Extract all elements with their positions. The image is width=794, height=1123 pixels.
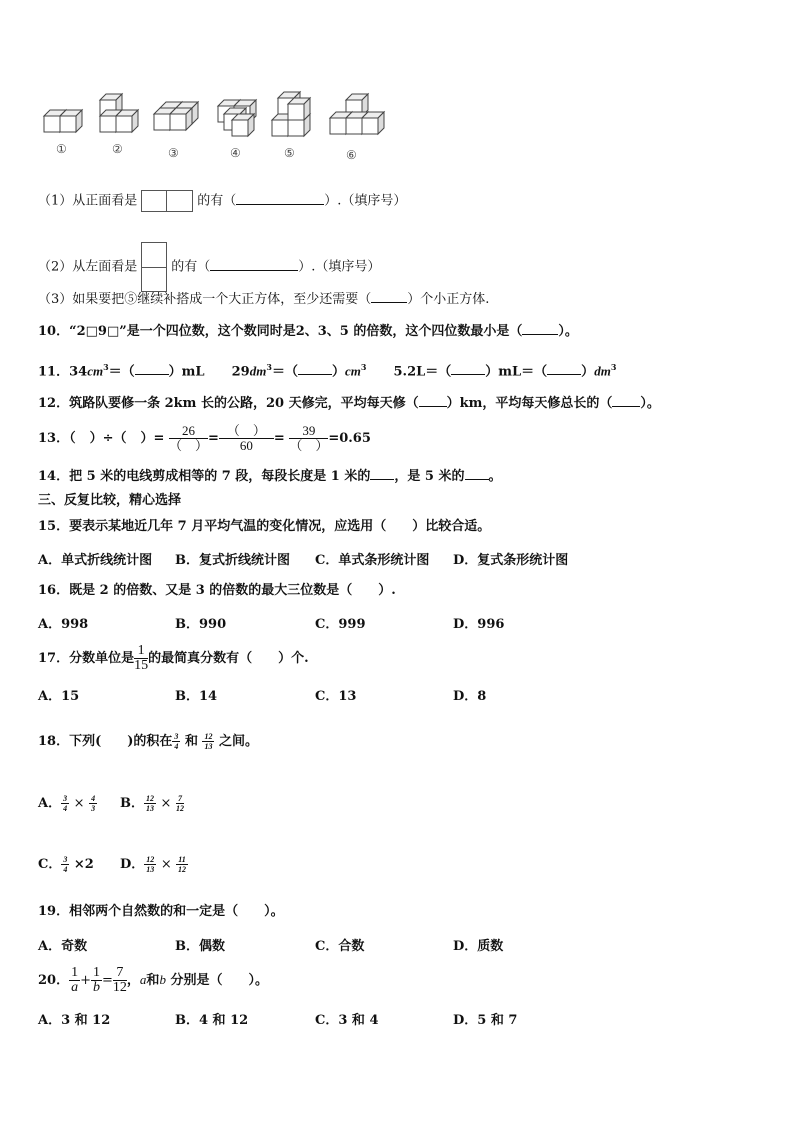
question-15: 15．要表示某地近几年 7 月平均气温的变化情况，应选用（ ）比较合适。 <box>38 519 491 534</box>
option-c[interactable]: C．合数 <box>315 939 365 954</box>
option-d[interactable]: D．质数 <box>453 939 504 954</box>
question-14: 14．把 5 米的电线剪成相等的 7 段，每段长度是 1 米的 ，是 5 米的 。 <box>38 469 502 484</box>
option-a[interactable]: A．奇数 <box>38 939 88 954</box>
left-view-shape <box>141 242 167 292</box>
front-view-shape <box>141 190 193 212</box>
option-a[interactable]: A．15 <box>38 689 80 704</box>
answer-blank[interactable] <box>547 362 581 375</box>
figure-label-5: ⑤ <box>284 146 295 160</box>
fraction: $\frac{1}{a}$ <box>71 965 79 995</box>
fraction: $\frac{( )}{60}$ <box>219 424 274 453</box>
fraction: $\frac{7}{12}$ <box>112 965 127 995</box>
option-d[interactable]: D．复式条形统计图 <box>453 553 569 568</box>
figure-2 <box>100 94 138 132</box>
figure-label-6: ⑥ <box>346 148 357 162</box>
option-d[interactable]: D．8 <box>453 689 487 704</box>
option-a[interactable]: A．3 和 12 <box>38 1013 111 1028</box>
fraction: $\frac{1}{15}$ <box>134 643 149 673</box>
figure-5 <box>272 92 310 136</box>
q9-part3: （3）如果要把⑤继续补搭成一个大正方体，至少还需要（ ）个小正方体. <box>38 292 490 307</box>
section-3-heading: 三、反复比较，精心选择 <box>38 493 182 508</box>
question-12: 12．筑路队要修一条 2km 长的公路，20 天修完，平均每天修（ ）km，平均每天修总长的（ ）。 <box>38 396 660 411</box>
answer-blank[interactable] <box>465 467 489 480</box>
question-18: 18．下列( )的积在 $\frac{3}{4}$ 和 $\frac{12}{13}$ 之间。 <box>38 732 259 751</box>
fraction: $\frac{12}{13}$ <box>146 794 154 813</box>
fraction: $\frac{26}{( )}$ <box>168 423 208 453</box>
option-c[interactable]: C．13 <box>315 689 357 704</box>
option-a[interactable]: A．单式折线统计图 <box>38 553 153 568</box>
option-b[interactable]: B．14 <box>175 689 218 704</box>
option-c[interactable]: C． $\frac{3}{4}$ ×2 <box>38 855 94 874</box>
answer-blank[interactable] <box>135 362 169 375</box>
option-c[interactable]: C．999 <box>315 617 366 632</box>
figure-label-4: ④ <box>230 146 241 160</box>
fraction: $\frac{3}{4}$ <box>174 732 179 751</box>
option-a[interactable]: A．998 <box>38 617 89 632</box>
answer-blank[interactable] <box>370 467 394 480</box>
answer-blank[interactable] <box>371 290 407 303</box>
figure-label-3: ③ <box>168 146 179 160</box>
fraction: $\frac{4}{3}$ <box>91 794 96 813</box>
figure-3 <box>154 102 198 130</box>
question-16: 16．既是 2 的倍数、又是 3 的倍数的最大三位数是（ ）. <box>38 583 396 598</box>
answer-blank[interactable] <box>522 322 558 335</box>
figure-4 <box>218 100 256 136</box>
fraction: $\frac{7}{12}$ <box>175 794 184 813</box>
fraction: $\frac{3}{4}$ <box>63 855 68 874</box>
option-b[interactable]: B．4 和 12 <box>175 1013 249 1028</box>
answer-blank[interactable] <box>236 192 324 205</box>
question-19: 19．相邻两个自然数的和一定是（ ）。 <box>38 904 284 919</box>
option-d[interactable]: D． $\frac{12}{13}$ × $\frac{11}{12}$ <box>120 855 187 874</box>
option-b[interactable]: B． $\frac{12}{13}$ × $\frac{7}{12}$ <box>120 794 184 813</box>
option-a[interactable]: A． $\frac{3}{4}$ × $\frac{4}{3}$ <box>38 794 96 813</box>
question-20: 20． $\frac{1}{a}$ + $\frac{1}{b}$ = $\frac{7}{12}$ ，a和b 分别是（ ）。 <box>38 965 268 995</box>
cube-figures <box>0 0 794 150</box>
answer-blank[interactable] <box>298 362 332 375</box>
question-11: 11．$34cm^3=$（ ）mL $29dm^3=$（ ）$cm^3$ 5.2L＝（ ）mL＝（ ）$dm^3$ <box>38 362 617 380</box>
figure-label-1: ① <box>56 142 67 156</box>
fraction: $\frac{3}{4}$ <box>63 794 68 813</box>
figure-label-2: ② <box>112 142 123 156</box>
option-b[interactable]: B．偶数 <box>175 939 225 954</box>
answer-blank[interactable] <box>612 394 640 407</box>
option-d[interactable]: D．5 和 7 <box>453 1013 518 1028</box>
question-13: 13．（ ）÷（ ）= $\frac{26}{( )}$ = $\frac{( )}{60}$ = $\frac{39}{( )}$ =0.65 <box>38 423 371 453</box>
fraction: $\frac{39}{( )}$ <box>289 423 329 453</box>
answer-blank[interactable] <box>210 258 298 271</box>
fraction: $\frac{11}{12}$ <box>178 855 187 874</box>
fraction: $\frac{12}{13}$ <box>146 855 155 874</box>
option-d[interactable]: D．996 <box>453 617 505 632</box>
answer-blank[interactable] <box>419 394 447 407</box>
fraction: $\frac{1}{b}$ <box>93 965 100 995</box>
question-17: 17．分数单位是 $\frac{1}{15}$ 的最简真分数有（ ）个. <box>38 643 309 673</box>
figure-6 <box>330 94 384 134</box>
question-10: 10．“2□9□”是一个四位数，这个数同时是2、3、5 的倍数，这个四位数最小是（ ）。 <box>38 324 578 339</box>
option-b[interactable]: B．复式折线统计图 <box>175 553 290 568</box>
option-c[interactable]: C．3 和 4 <box>315 1013 379 1028</box>
q9-part2: （2）从左面看是 的有（ ）.（填序号） <box>38 242 380 292</box>
answer-blank[interactable] <box>451 362 485 375</box>
fraction: $\frac{12}{13}$ <box>204 732 213 751</box>
option-b[interactable]: B．990 <box>175 617 227 632</box>
option-c[interactable]: C．单式条形统计图 <box>315 553 430 568</box>
q9-part1: （1）从正面看是 的有（ ）.（填序号） <box>38 190 406 212</box>
figure-1 <box>44 110 82 132</box>
